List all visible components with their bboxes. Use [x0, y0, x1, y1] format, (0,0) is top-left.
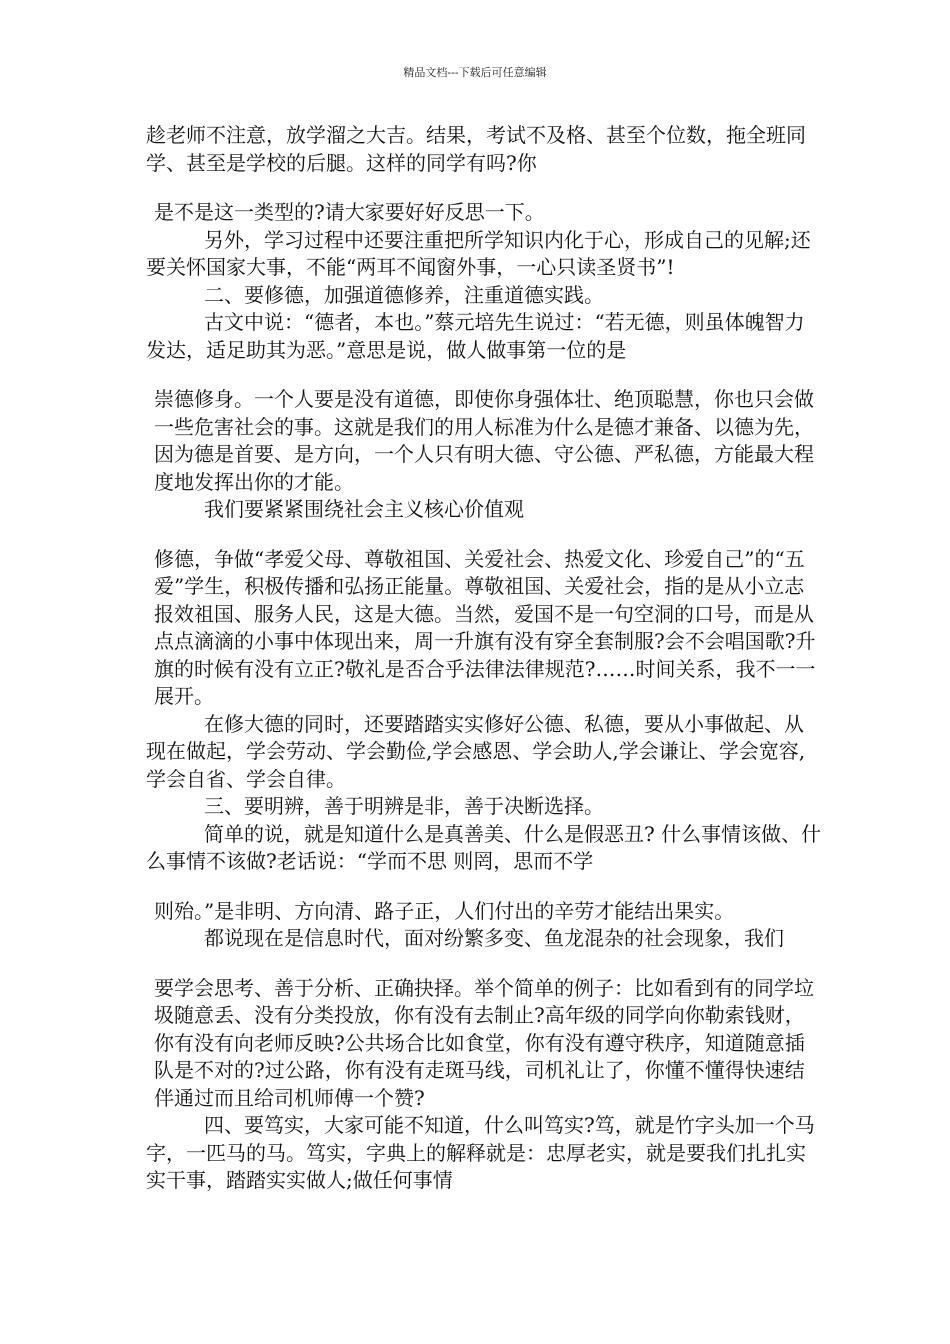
section-heading: 二、要修德，加强道德修养，注重道德实践。: [204, 282, 604, 307]
document-body: [146, 122, 822, 1195]
paragraph: 另外，学习过程中还要注重把所学知识内化于心，形成自己的见解;还要关怀国家大事，不能“两耳不闻窗外事，一心只读圣贤书”!: [146, 227, 811, 279]
paragraph: 古文中说：“德者，本也。”蔡元培先生说过：“若无德，则虽体魄智力发达，适足助其为恶。”意思是说，做人做事第一位的是: [146, 310, 805, 362]
paragraph: 简单的说，就是知道什么是真善美、什么是假恶丑? 什么事情该做、什么事情不该做?老话说：“学而不思 则罔，思而不学: [146, 821, 822, 873]
paragraph: 则殆。”是非明、方向清、路子正，人们付出的辛劳才能结出果实。: [154, 898, 735, 923]
paragraph: 修德，争做“孝爱父母、尊敬祖国、关爱社会、热爱文化、珍爱自己”的“五爱”学生，积极传播和弘扬正能量。尊敬祖国、关爱社会，指的是从小立志报效祖国、服务人民，这是大德。当然，爱国不是一句空洞的口号，而是从点点滴滴的小事中体现出来，周一升旗有没有穿全套制服?会不会唱国歌?升旗的时候有没有立正?敬礼是否合乎法律法律规范?……时间关系，我不一一展开。: [154, 546, 816, 708]
paragraph: 我们要紧紧围绕社会主义核心价值观: [204, 497, 524, 521]
paragraph: 要学会思考、善于分析、正确抉择。举个简单的例子：比如看到有的同学垃圾随意丢、没有分类投放，你有没有去制止?高年级的同学向你勒索钱财，你有没有向老师反映?公共场合比如食堂，你有没有遵守秩序，知道随意插队是不对的?过公路，你有没有走斑马线，司机礼让了，你懂不懂得快速结伴通过而且给司机师傅一个赞?: [154, 975, 814, 1110]
section-heading: 三、要明辨，善于明辨是非，善于决断选择。: [204, 794, 604, 818]
paragraph: 都说现在是信息时代，面对纷繁多变、鱼龙混杂的社会现象，我们: [204, 926, 784, 950]
page-header: 精品文档---下载后可任意编辑: [403, 66, 547, 79]
paragraph: 是不是这一类型的?请大家要好好反思一下。: [154, 200, 545, 224]
section-heading: 四、要笃实，大家可能不知道，什么叫笃实?笃，就是竹字头加一个马字，一匹马的马。笃实，字典上的解释就是：忠厚老实，就是要我们扎扎实实干事，踏踏实实做人;做任何事情: [146, 1113, 815, 1192]
paragraph: 趁老师不注意，放学溜之大吉。结果，考试不及格、甚至个位数，拖全班同学、甚至是学校的后腿。这样的同学有吗?你: [146, 123, 806, 175]
paragraph: 崇德修身。一个人要是没有道德，即使你身强体壮、绝顶聪慧，你也只会做一些危害社会的事。这就是我们的用人标准为什么是德才兼备、以德为先，因为德是首要、是方向，一个人只有明大德、守公德、严私德，方能最大程度地发挥出你的才能。: [154, 387, 814, 494]
paragraph: 在修大德的同时，还要踏踏实实修好公德、私德，要从小事做起、从现在做起，学会劳动、学会勤俭,学会感恩、学会助人,学会谦让、学会宽容,学会自省、学会自律。: [146, 711, 806, 791]
